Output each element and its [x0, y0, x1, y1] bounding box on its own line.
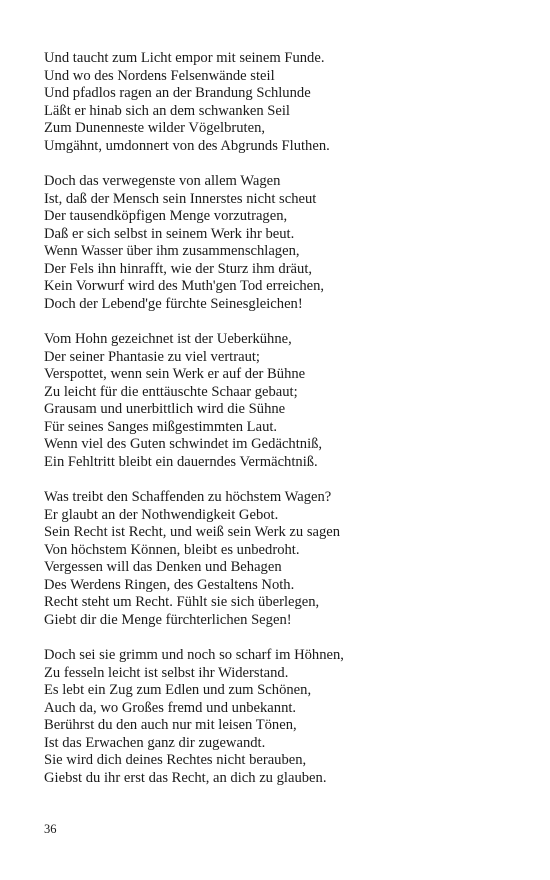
poem-line: Grausam und unerbittlich wird die Sühne — [44, 401, 286, 417]
poem-line: Umgähnt, umdonnert von des Abgrunds Fluthen. — [44, 137, 330, 154]
poem-line: Von höchstem Können, bleibt es unbedroht. — [44, 541, 300, 558]
poem-line: Sie wird dich deines Rechtes nicht berauben, — [44, 752, 307, 768]
poem-line: Und wo des Nordens Felsenwände steil — [44, 67, 275, 84]
stanza-4 — [44, 489, 514, 629]
poem-line: Zu leicht für die enttäuschte Schaar gebaut; — [44, 383, 298, 400]
poem-line: Doch der Lebend'ge fürchte Seinesgleichen! — [44, 295, 303, 312]
poem-line: Sein Recht ist Recht, und weiß sein Werk zu sagen — [44, 524, 341, 540]
poem-line: Ein Fehltritt bleibt ein dauerndes Vermächtniß. — [44, 453, 318, 470]
stanza-3 — [44, 331, 514, 471]
poem-line: Und pfadlos ragen an der Brandung Schlunde — [44, 85, 311, 101]
poem-line: Ist, daß der Mensch sein Innerstes nicht scheut — [44, 190, 317, 207]
poem-line: Es lebt ein Zug zum Edlen und zum Schönen, — [44, 682, 312, 698]
poem-line: Giebst du ihr erst das Recht, an dich zu glauben. — [44, 769, 327, 786]
poem-line: Zu fesseln leicht ist selbst ihr Widerstand. — [44, 664, 289, 681]
poem-line: Recht steht um Recht. Fühlt sie sich überlegen, — [44, 594, 320, 610]
poem-line: Für seines Sanges mißgestimmten Laut. — [44, 418, 278, 435]
poem-line: Ist das Erwachen ganz dir zugewandt. — [44, 734, 266, 751]
poem-line: Auch da, wo Großes fremd und unbekannt. — [44, 699, 297, 716]
poem-line: Wenn viel des Guten schwindet im Gedächtniß, — [44, 436, 323, 452]
poem-line: Der Fels ihn hinrafft, wie der Sturz ihm dräut, — [44, 260, 313, 277]
poem-line: Er glaubt an der Nothwendigkeit Gebot. — [44, 506, 279, 523]
poem-line: Was treibt den Schaffenden zu höchstem Wagen? — [44, 489, 332, 505]
poem-line: Giebt dir die Menge fürchterlichen Segen! — [44, 611, 292, 628]
stanza-2 — [44, 173, 514, 313]
poem-line: Doch sei sie grimm und noch so scharf im Höhnen, — [44, 647, 344, 663]
poem-text — [44, 50, 514, 805]
poem-line: Vom Hohn gezeichnet ist der Ueberkühne, — [44, 331, 292, 347]
poem-line: Der seiner Phantasie zu viel vertraut; — [44, 348, 260, 365]
poem-line: Der tausendköpfigen Menge vorzutragen, — [44, 208, 288, 224]
poem-line: Doch das verwegenste von allem Wagen — [44, 173, 281, 189]
poem-line: Kein Vorwurf wird des Muth'gen Tod erreichen, — [44, 278, 325, 294]
stanza-1 — [44, 50, 514, 155]
poem-line: Des Werdens Ringen, des Gestaltens Noth. — [44, 576, 295, 593]
page-number: 36 — [44, 822, 57, 836]
poem-line: Vergessen will das Denken und Behagen — [44, 559, 282, 575]
poem-line: Verspottet, wenn sein Werk er auf der Bühne — [44, 366, 306, 382]
stanza-5 — [44, 647, 514, 787]
poem-line: Und taucht zum Licht empor mit seinem Funde. — [44, 50, 325, 66]
poem-line: Zum Dunenneste wilder Vögelbruten, — [44, 120, 266, 136]
poem-line: Daß er sich selbst in seinem Werk ihr beut. — [44, 225, 295, 242]
poem-line: Wenn Wasser über ihm zusammenschlagen, — [44, 243, 300, 259]
poem-line: Berührst du den auch nur mit leisen Tönen, — [44, 717, 297, 733]
poem-line: Läßt er hinab sich an dem schwanken Seil — [44, 102, 290, 119]
